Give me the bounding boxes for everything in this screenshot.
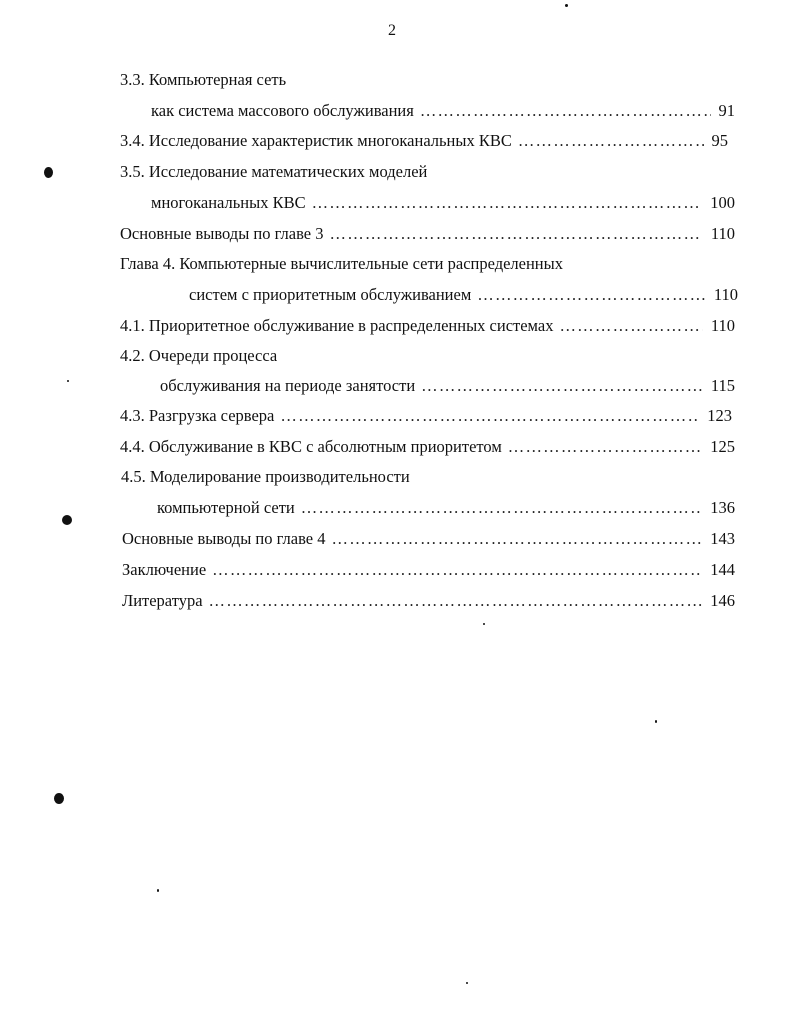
toc-entry-4-2-title: 4.2. Очереди процесса (120, 346, 278, 365)
scan-speck (483, 623, 485, 625)
dot-leader (280, 406, 699, 426)
dot-leader (421, 376, 703, 396)
toc-entry-label: Основные выводы по главе 4 (122, 529, 326, 548)
toc-page-number: 144 (710, 560, 735, 579)
toc-entry-3-3[interactable] (151, 101, 735, 121)
dot-leader (301, 498, 703, 518)
dot-leader (312, 193, 703, 213)
scan-speck (655, 720, 657, 723)
toc-entry-4-4[interactable] (120, 437, 735, 457)
scan-speck (67, 380, 69, 382)
scan-speck (565, 4, 568, 7)
toc-entry-label: 4.3. Разгрузка сервера (120, 406, 275, 425)
toc-page-number: 125 (710, 437, 735, 456)
toc-entry-label: компьютерной сети (157, 498, 295, 517)
dot-leader (477, 285, 706, 305)
toc-entry-label: обслуживания на периоде занятости (160, 376, 416, 395)
toc-entry-4-5-title: 4.5. Моделирование производительности (121, 467, 410, 486)
toc-entry-label: как система массового обслуживания (151, 101, 414, 120)
dot-leader (559, 316, 702, 336)
toc-entry-label: Основные выводы по главе 3 (120, 224, 324, 243)
dot-leader (209, 591, 703, 611)
scan-speck (157, 889, 159, 892)
toc-page-number: 91 (718, 101, 735, 120)
toc-page-number: 123 (707, 406, 732, 425)
toc-entry-chapter-4-summary[interactable] (122, 529, 735, 549)
toc-page-number: 110 (710, 224, 735, 243)
toc-entry-4-2[interactable] (160, 376, 735, 396)
toc-entry-3-5[interactable] (151, 193, 735, 213)
toc-entry-label: многоканальных КВС (151, 193, 306, 212)
dot-leader (518, 131, 704, 151)
dot-leader (212, 560, 702, 580)
toc-entry-label: 3.4. Исследование характеристик многоканальных КВС (120, 131, 512, 150)
scan-speck (466, 982, 468, 984)
toc-entry-4-5[interactable] (157, 498, 735, 518)
toc-entry-conclusion[interactable] (122, 560, 735, 580)
scan-speck (44, 167, 53, 178)
toc-entry-4-1[interactable] (120, 316, 735, 336)
dot-leader (508, 437, 702, 457)
toc-page-number: 115 (710, 376, 735, 395)
toc-entry-chapter-4[interactable] (189, 285, 738, 305)
toc-page-number: 136 (710, 498, 735, 517)
dot-leader (332, 529, 703, 549)
toc-entry-chapter-3-summary[interactable] (120, 224, 735, 244)
toc-entry-label: Литература (122, 591, 203, 610)
toc-page-number: 143 (710, 529, 735, 548)
toc-entry-3-4[interactable] (120, 131, 728, 151)
toc-page-number: 110 (713, 285, 738, 304)
toc-entry-label: 4.4. Обслуживание в КВС с абсолютным приоритетом (120, 437, 502, 456)
toc-entry-label: систем с приоритетным обслуживанием (189, 285, 472, 304)
page-number: 2 (388, 22, 396, 39)
toc-entry-label: 4.1. Приоритетное обслуживание в распределенных системах (120, 316, 554, 335)
scan-speck (54, 793, 64, 804)
toc-entry-3-3-title: 3.3. Компьютерная сеть (120, 70, 287, 89)
toc-page-number: 100 (710, 193, 735, 212)
toc-page-number: 146 (710, 591, 735, 610)
toc-page-number: 95 (711, 131, 728, 150)
toc-entry-3-5-title: 3.5. Исследование математических моделей (120, 162, 428, 181)
toc-entry-4-3[interactable] (120, 406, 732, 426)
toc-chapter-4-title: Глава 4. Компьютерные вычислительные сети распределенных (120, 254, 563, 273)
toc-page-number: 110 (710, 316, 735, 335)
toc-entry-label: Заключение (122, 560, 207, 579)
dot-leader (420, 101, 711, 121)
dot-leader (330, 224, 703, 244)
toc-entry-literature[interactable] (122, 591, 735, 611)
scan-speck (62, 515, 72, 525)
